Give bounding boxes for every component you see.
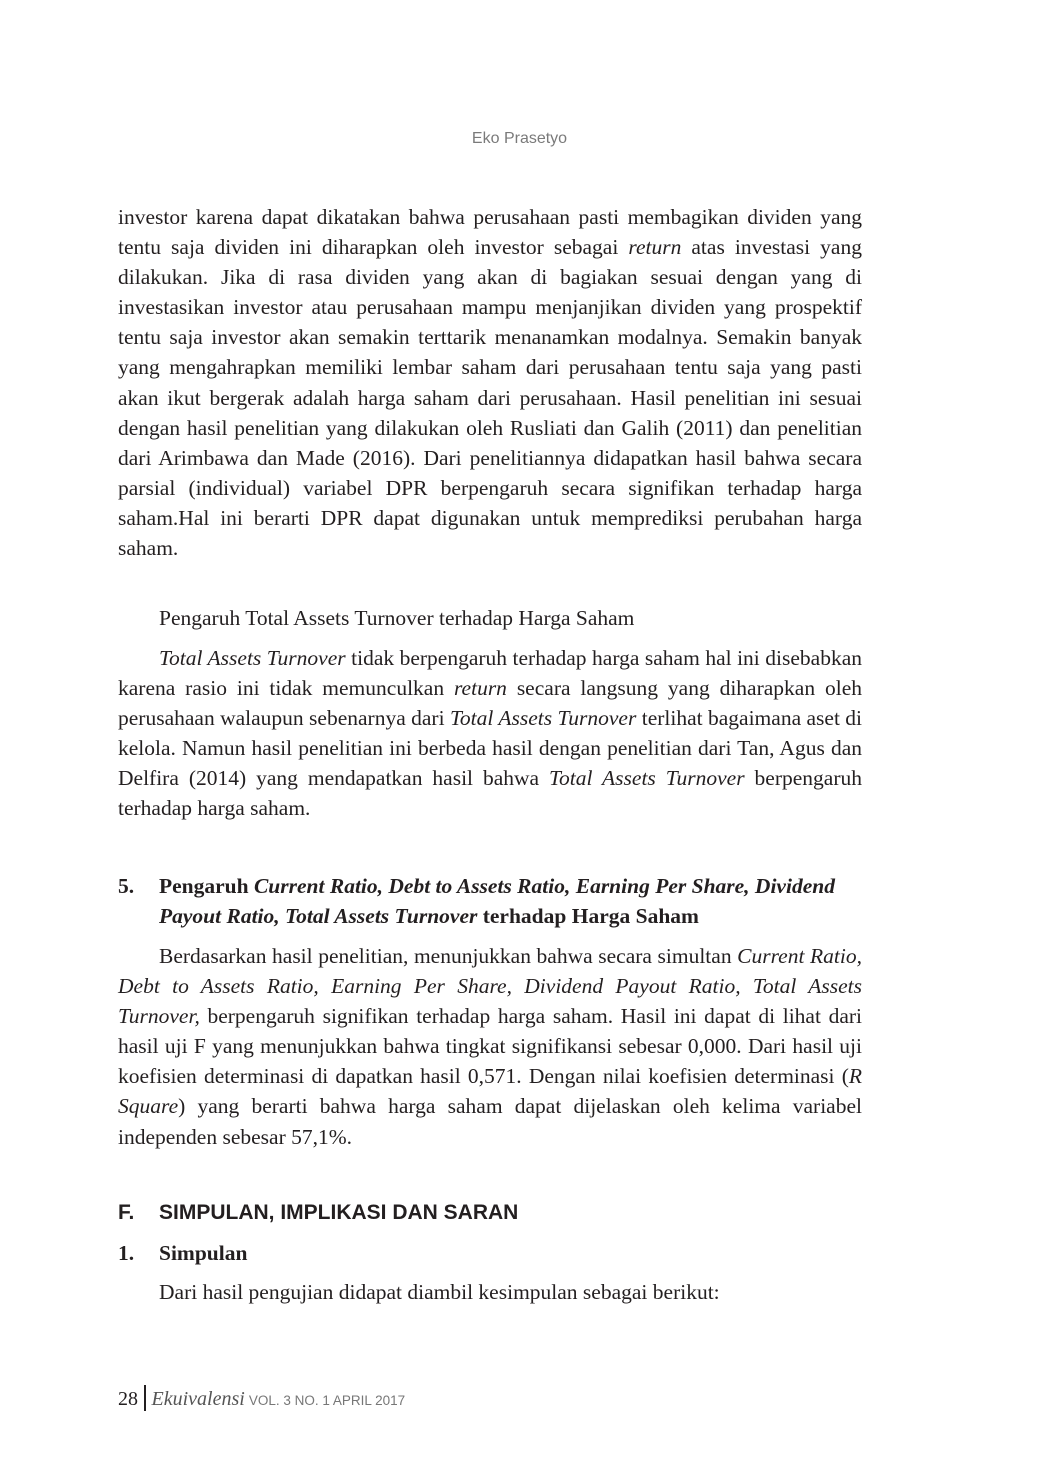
text-run: investor karena dapat dikatakan bahwa perusahaan pasti membagikan dividen yang tentu saja dividen ini diharapkan oleh investor sebagai (118, 205, 862, 260)
italic-term: return (453, 676, 507, 701)
section-letter: F. (118, 1201, 135, 1224)
paragraph-simultaneous-result (118, 941, 862, 1152)
heading-run: terhadap Harga Saham (477, 904, 699, 929)
italic-term: Total Assets Turnover (159, 646, 346, 670)
page-number: 28 (118, 1388, 138, 1410)
italic-term: Total Assets Turnover (449, 706, 637, 731)
text-run: terlihat bagaimana aset di kelola. Namun hasil penelitian ini berbeda hasil dengan penelitian dari Tan, Agus dan Delfira (2014) yang mendapatkan hasil bahwa (118, 706, 863, 791)
journal-volume: VOL. 3 NO. 1 APRIL 2017 (248, 1393, 406, 1408)
heading-run: Pengaruh (159, 874, 254, 898)
text-run: atas investasi yang dilakukan. Jika di rasa dividen yang akan di bagiakan sesuai dengan yang di investasikan investor atau perusahaan mampu menjanjikan dividen yang prospektif tentu saja investor akan semakin terttarik menanamkan modalnya. Semakin banyak yang mengahrapkan memiliki lembar saham dari perusahaan tentu saja yang pasti akan ikut bergerak adalah harga saham dari perusahaan. Hasil penelitian ini sesuai dengan hasil penelitian yang dilakukan oleh Rusliati dan Galih (2011) dan penelitian dari Arimbawa dan Made (2016). Dari penelitiannya didapatkan hasil bahwa secara parsial (individual) variabel DPR berpengaruh secara signifikan terhadap harga saham.Hal ini berarti DPR dapat digunakan untuk memprediksi perubahan harga saham. (118, 235, 862, 561)
journal-name: Ekuivalensi (151, 1388, 245, 1410)
text-run: ) yang berarti bahwa harga saham dapat dijelaskan oleh kelima variabel independen sebesar 57,1%. (118, 1094, 862, 1149)
text-run: Berdasarkan hasil penelitian, menunjukkan bahwa secara simultan (159, 944, 738, 968)
text-run: berpengaruh signifikan terhadap harga saham. Hasil ini dapat di lihat dari hasil uji F yang menunjukkan bahwa tingkat signifikansi sebesar 0,000. Dari hasil uji koefisien determinasi di dapatkan hasil 0,571. Dengan nilai koefisien determinasi ( (118, 1004, 862, 1089)
italic-term: R Square (118, 1064, 862, 1119)
italic-term: return (628, 235, 682, 260)
subheading-tato-effect: Pengaruh Total Assets Turnover terhadap Harga Saham (159, 606, 635, 630)
paragraph-dividend-discussion (118, 202, 862, 563)
heading-5-number: 5. (118, 874, 135, 898)
text-run: tidak berpengaruh terhadap harga saham hal ini disebabkan karena rasio ini tidak memunculkan (118, 646, 862, 701)
italic-term: Current Ratio, Debt to Assets Ratio, Earning Per Share, Dividend Payout Ratio, Total Assets Turnover, (118, 944, 862, 1029)
section-title: SIMPULAN, IMPLIKASI DAN SARAN (159, 1201, 519, 1224)
italic-term: Total Assets Turnover (549, 766, 745, 791)
heading-italic-terms: Current Ratio, Debt to Assets Ratio, Earning Per Share, Dividend Payout Ratio, Total Assets Turnover (159, 874, 835, 929)
footer-divider (144, 1385, 146, 1411)
subsection-1-number: 1. (118, 1241, 135, 1265)
running-head: Eko Prasetyo (471, 130, 568, 147)
paragraph-tato-discussion (118, 643, 862, 824)
page-footer (118, 1385, 405, 1414)
text-run: secara langsung yang diharapkan oleh perusahaan walaupun sebenarnya dari (118, 676, 862, 731)
subsection-1-title: Simpulan (159, 1241, 248, 1265)
paragraph-conclusion-intro: Dari hasil pengujian didapat diambil kesimpulan sebagai berikut: (159, 1280, 720, 1304)
text-run: berpengaruh terhadap harga saham. (118, 766, 862, 821)
section-f-heading (118, 1198, 518, 1228)
heading-5-title (159, 871, 864, 931)
